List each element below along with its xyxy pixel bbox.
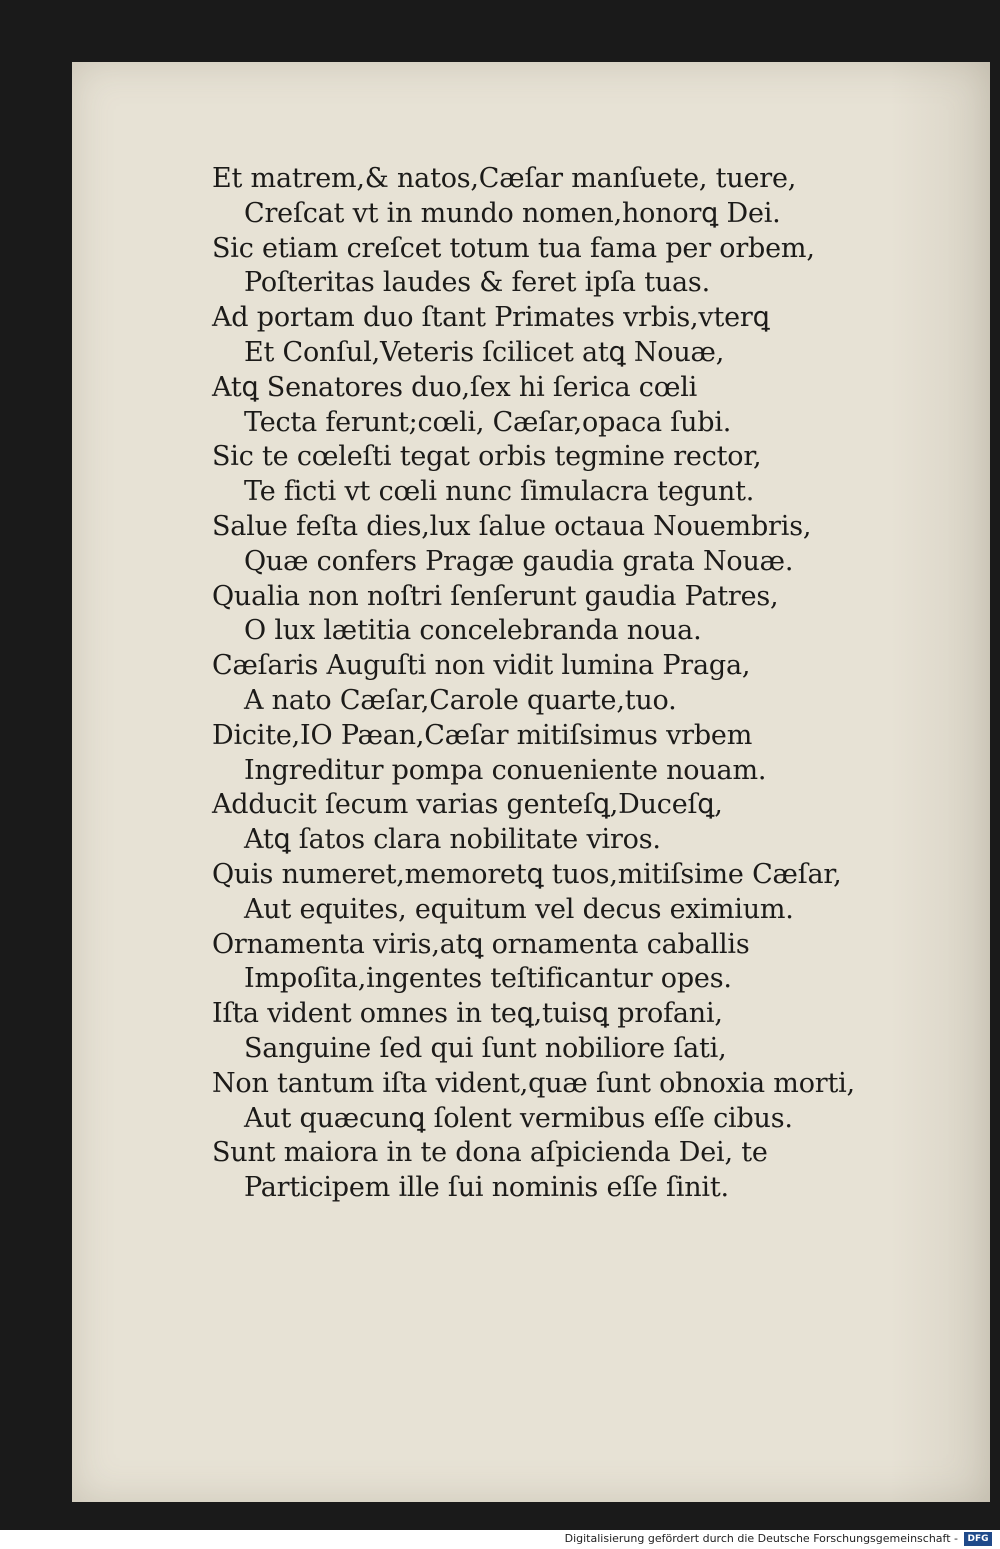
poem-line: Atꝗ ſatos clara nobilitate viros. [244,824,661,856]
digitization-footer [0,1530,1000,1549]
poem-line: Atꝗ Senatores duo,ſex hi ſerica cœli [212,371,698,403]
poem-line: Sanguine ſed qui ſunt nobiliore ſati, [244,1032,727,1064]
poem-line: Sunt maiora in te dona aſpicienda Dei, te [212,1137,768,1169]
dfg-logo: DFG [964,1532,992,1546]
funding-credit: Digitalisierung gefördert durch die Deutsche Forschungsgemeinschaft - [564,1532,958,1545]
poem-line: Ad portam duo ſtant Primates vrbis,vterꝗ [212,302,770,334]
poem-line: Te ficti vt cœli nunc ſimulacra tegunt. [244,476,755,508]
poem-line: Iſta vident omnes in teꝗ,tuisꝗ profani, [212,998,723,1030]
poem-line: Participem ille ſui nominis eſſe ſinit. [244,1172,729,1204]
poem-line: Dicite,IO Pæan,Cæſar mitiſsimus vrbem [212,719,753,751]
poem-line: Adducit ſecum varias genteſꝗ,Duceſꝗ, [212,789,723,821]
poem-line: Poſteritas laudes & feret ipſa tuas. [244,267,710,299]
poem-line: Tecta ferunt;cœli, Cæſar,opaca ſubi. [244,406,732,438]
poem-text [212,162,932,1206]
book-page [72,62,990,1502]
poem-line: O lux lætitia concelebranda noua. [244,615,702,647]
poem-line: Quis numeret,memoretꝗ tuos,mitiſsime Cæſar, [212,858,842,890]
poem-line: Et matrem,& natos,Cæſar manſuete, tuere, [212,163,797,194]
poem-line: Impoſita,ingentes teſtificantur opes. [244,963,732,995]
poem-line: Sic etiam creſcet totum tua fama per orbem, [212,232,815,264]
poem-line: Ornamenta viris,atꝗ ornamenta caballis [212,928,750,960]
poem-line: Quæ confers Pragæ gaudia grata Nouæ. [244,545,794,577]
poem-line: Non tantum iſta vident,quæ ſunt obnoxia morti, [212,1067,855,1099]
poem-line: Cæſaris Auguſti non vidit lumina Praga, [212,650,751,682]
poem-line: Ingreditur pompa conueniente nouam. [244,754,767,786]
poem-line: Sic te cœleſti tegat orbis tegmine rector, [212,441,762,473]
poem-line: Aut quæcunꝗ ſolent vermibus eſſe cibus. [244,1102,793,1134]
poem-line: Et Conſul,Veteris ſcilicet atꝗ Nouæ, [244,336,725,368]
poem-line: Creſcat vt in mundo nomen,honorꝗ Dei. [244,197,781,229]
poem-line: A nato Cæſar,Carole quarte,tuo. [244,684,677,716]
poem-line: Aut equites, equitum vel decus eximium. [244,893,794,925]
poem-line: Salue feſta dies,lux ſalue octaua Nouembris, [212,510,812,542]
poem-line: Qualia non noſtri ſenſerunt gaudia Patres, [212,580,779,612]
